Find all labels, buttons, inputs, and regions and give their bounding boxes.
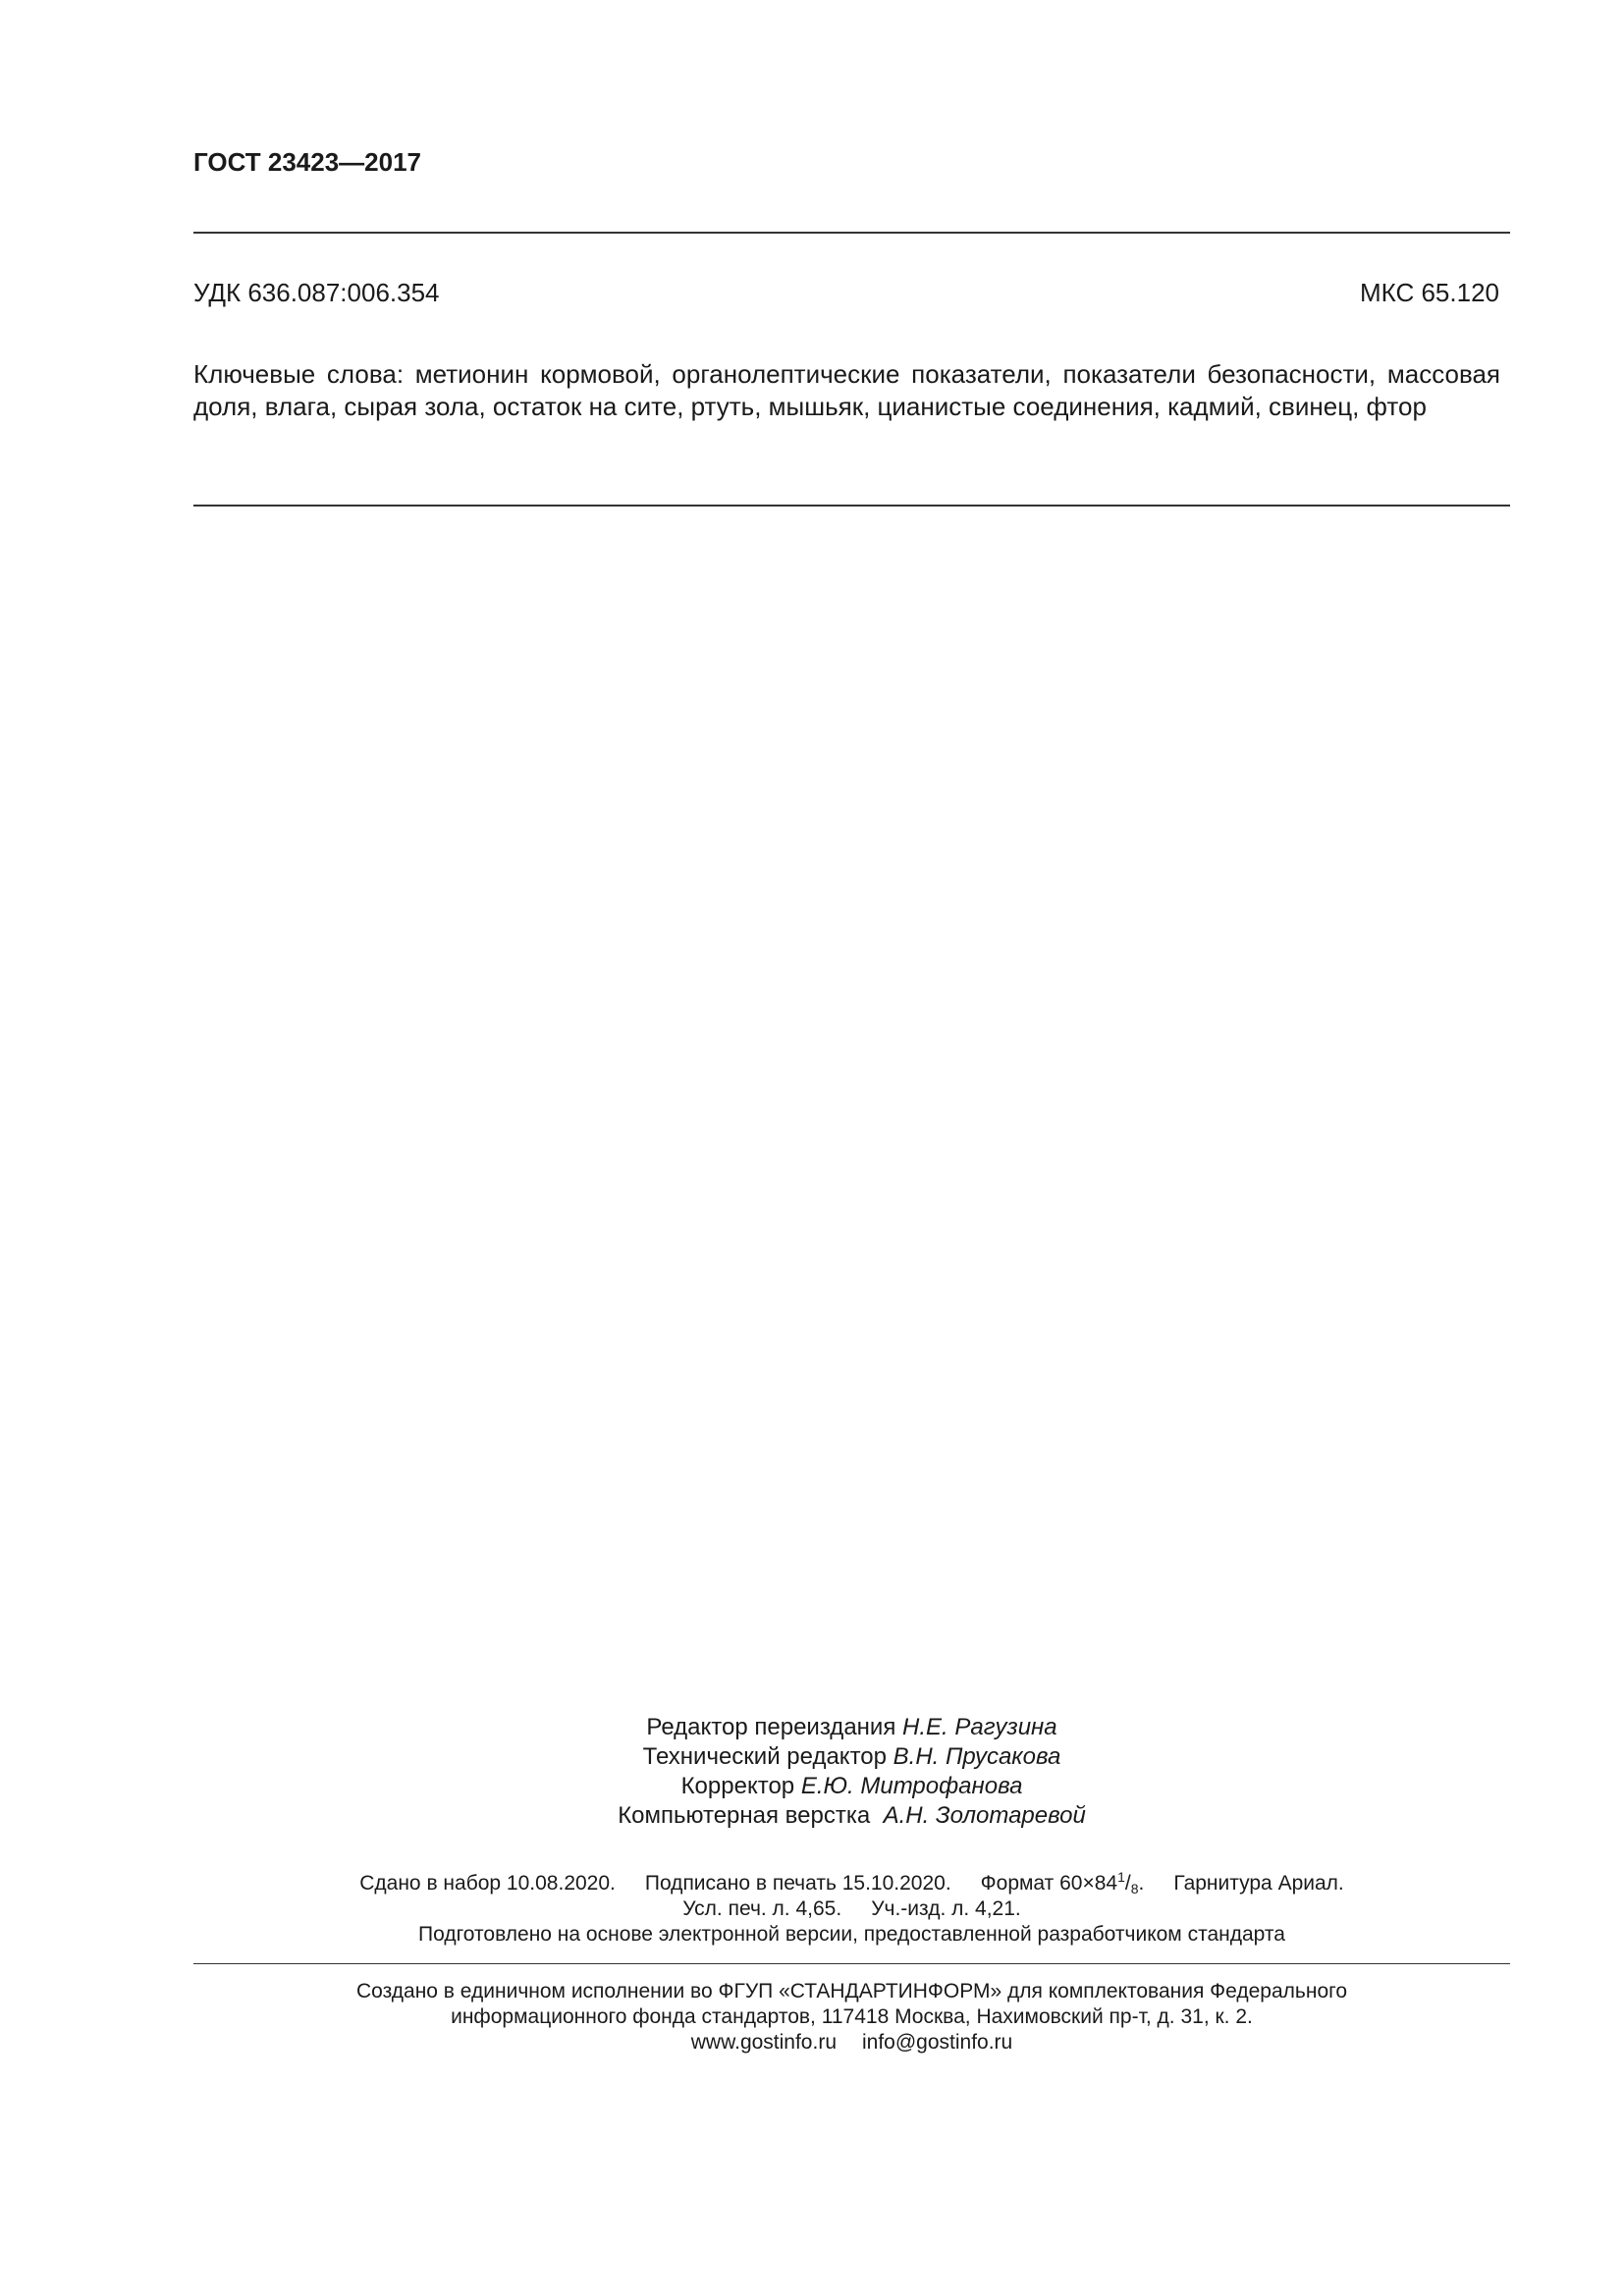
- top-divider: [193, 232, 1510, 234]
- credit-role: Технический редактор: [642, 1743, 887, 1770]
- publishing-sheets: Уч.-изд. л. 4,21.: [871, 1897, 1021, 1920]
- credit-role: Компьютерная верстка: [618, 1802, 877, 1829]
- website-link[interactable]: www.gostinfo.ru: [690, 2031, 837, 2054]
- keywords-paragraph: Ключевые слова: метионин кормовой, органолептические показатели, показатели безопасности, массовая доля, влага, сырая зола, остаток на сите, ртуть, мышьяк, цианистые соединения, кадмий, свинец, фтор: [193, 359, 1500, 421]
- paper-format: Формат $60\times 84^1/_8$.: [980, 1869, 1145, 1896]
- credits-block: [193, 1713, 1510, 1831]
- footer-divider: [193, 1963, 1510, 1964]
- mks-code: МКС 65.120: [1359, 278, 1499, 307]
- udk-code: УДК 636.087:006.354: [193, 278, 440, 307]
- credit-layout: [193, 1801, 1510, 1831]
- credit-person: А.Н. Золотаревой: [883, 1802, 1086, 1829]
- publication-line-2: [193, 1896, 1510, 1922]
- credit-role: Корректор: [680, 1773, 795, 1799]
- document-code: ГОСТ 23423—2017: [193, 147, 421, 177]
- signed-date: Подписано в печать 15.10.2020.: [644, 1872, 951, 1895]
- publication-info: [193, 1871, 1510, 1948]
- print-sheets: Усл. печ. л. 4,65.: [682, 1897, 842, 1920]
- credit-tech-editor: [193, 1742, 1510, 1772]
- email-link[interactable]: info@gostinfo.ru: [862, 2031, 1013, 2054]
- credit-person: Н.Е. Рагузина: [902, 1714, 1057, 1740]
- credit-person: В.Н. Прусакова: [893, 1743, 1061, 1770]
- keywords-divider: [193, 505, 1510, 507]
- credit-person: Е.Ю. Митрофанова: [800, 1773, 1023, 1799]
- credit-editor: [193, 1713, 1510, 1742]
- credit-role: Редактор переиздания: [646, 1714, 896, 1740]
- prepared-note: Подготовлено на основе электронной версии, предоставленной разработчиком стандарта: [418, 1923, 1285, 1946]
- footer-line-2: информационного фонда стандартов, 117418 Москва, Нахимовский пр-т, д. 31, к. 2.: [451, 2005, 1253, 2028]
- publication-line-1: [193, 1871, 1510, 1896]
- footer-contacts: [193, 2030, 1510, 2056]
- typeface: Гарнитура Ариал.: [1173, 1872, 1344, 1895]
- footer-line-1: Создано в единичном исполнении во ФГУП «СТАНДАРТИНФОРМ» для комплектования Федерального: [355, 1980, 1347, 2002]
- typeset-date: Сдано в набор 10.08.2020.: [359, 1872, 616, 1895]
- publisher-footer: [193, 1979, 1510, 2056]
- credit-proofreader: [193, 1772, 1510, 1801]
